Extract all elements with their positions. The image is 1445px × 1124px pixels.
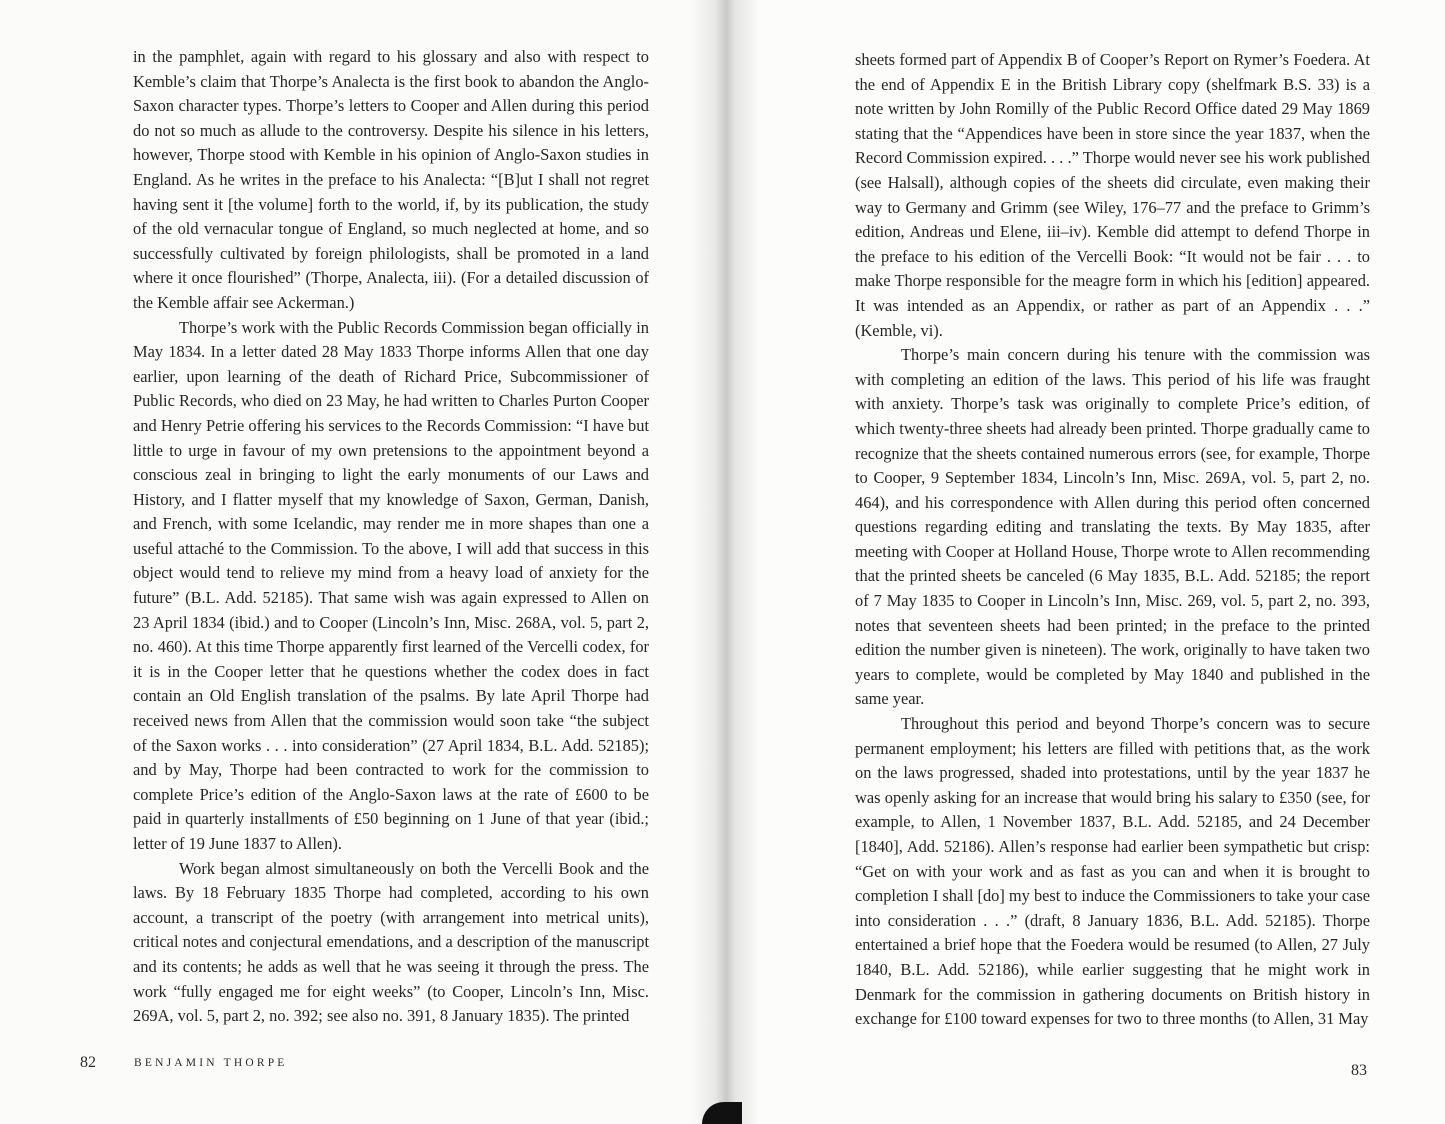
- page-number-left: 82: [80, 1054, 96, 1071]
- paragraph: in the pamphlet, again with regard to his glossary and also with respect to Kemble’s claim that Thorpe’s Analecta is the first book to abandon the Anglo-Saxon character types. Thorpe’s letters to Cooper and Allen during this period do not so much as allude to the controversy. Despite his silence in his letters, however, Thorpe stood with Kemble in his opinion of Anglo-Saxon studies in England. As he writes in the preface to his Analecta: “[B]ut I shall not regret having sent it [the volume] forth to the world, if, by its publication, the study of the old vernacular tongue of England, so much neglected at home, and so successfully cultivated by foreign philologists, shall be promoted in a land where it once flourished” (Thorpe, Analecta, iii). (For a detailed discussion of the Kemble affair see Ackerman.): [133, 47, 649, 312]
- paragraph: Thorpe’s main concern during his tenure with the commission was with completing an edition of the laws. This period of his life was fraught with anxiety. Thorpe’s task was originally to complete Price’s edition, of which twenty-three sheets had already been printed. Thorpe gradually came to recognize that the sheets contained numerous errors (see, for example, Thorpe to Cooper, 9 September 1834, Lincoln’s Inn, Misc. 269A, vol. 5, part 2, no. 464), and his correspondence with Allen during this period often concerned questions regarding editing and translating the texts. By May 1835, after meeting with Cooper at Holland House, Thorpe wrote to Allen recommending that the printed sheets be canceled (6 May 1835, B.L. Add. 52185; the report of 7 May 1835 to Cooper in Lincoln’s Inn, Misc. 269, vol. 5, part 2, no. 393, notes that seventeen sheets had been printed; in the preface to the printed edition the number given is nineteen). The work, originally to have taken two years to complete, would be completed by May 1840 and published in the same year.: [855, 345, 1370, 709]
- paragraph: Work began almost simultaneously on both the Vercelli Book and the laws. By 18 February 1835 Thorpe had completed, according to his own account, a transcript of the poetry (with arrangement into metrical units), critical notes and conjectural emendations, and a description of the manuscript and its contents; he adds as well that he was seeing it through the press. The work “fully engaged me for eight weeks” (to Cooper, Lincoln’s Inn, Misc. 269A, vol. 5, part 2, no. 392; see also no. 391, 8 January 1835). The printed: [133, 858, 649, 1026]
- paragraph: sheets formed part of Appendix B of Cooper’s Report on Rymer’s Foedera. At the end of Appendix E in the British Library copy (shelfmark B.S. 33) is a note written by John Romilly of the Public Record Office dated 29 May 1869 stating that the “Appendices have been in store since the year 1837, when the Record Commission expired. . . .” Thorpe would never see his work published (see Halsall), although copies of the sheets did circulate, even making their way to Germany and Grimm (see Wiley, 176–77 and the preface to Grimm’s edition, Andreas und Elene, iii–iv). Kemble did attempt to defend Thorpe in the preface to his edition of the Vercelli Book: “It would not be fair . . . to make Thorpe responsible for the meagre form in which his [edition] appeared. It was intended as an Appendix, or rather as part of an Appendix . . .” (Kemble, vi).: [855, 50, 1370, 340]
- right-page: [715, 0, 1445, 1124]
- left-page-body: [133, 45, 649, 1029]
- paragraph: Throughout this period and beyond Thorpe’s concern was to secure permanent employment; his letters are filled with petitions that, as the work on the laws progressed, shaded into protestations, until by the year 1837 he was openly asking for an increase that would bring his salary to £350 (see, for example, to Allen, 1 November 1837, B.L. Add. 52185, and 24 December [1840], Add. 52186). Allen’s response had earlier been sympathetic but crisp: “Get on with your work and as fast as you can and when it is brought to completion I shall [do] my best to induce the Commissioners to take your case into consideration . . .” (draft, 8 January 1836, B.L. Add. 52185). Thorpe entertained a brief hope that the Foedera would be resumed (to Allen, 27 July 1840, B.L. Add. 52186), while earlier suggesting that he might work in Denmark for the commission in gathering documents on British history in exchange for £100 toward expenses for two to three months (to Allen, 31 May: [855, 714, 1370, 1029]
- running-head: BENJAMIN THORPE: [134, 1057, 288, 1069]
- book-gutter: [690, 0, 760, 1124]
- left-page: [0, 0, 715, 1124]
- right-page-body: [855, 48, 1370, 1032]
- paragraph: Thorpe’s work with the Public Records Commission began officially in May 1834. In a letter dated 28 May 1833 Thorpe informs Allen that one day earlier, upon learning of the death of Richard Price, Subcommissioner of Public Records, who died on 23 May, he had written to Charles Purton Cooper and Henry Petrie offering his services to the Records Commission: “I have but little to urge in favour of my own pretensions to the appointment beyond a conscious zeal in bringing to light the early monuments of our Laws and History, and I flatter myself that my knowledge of Saxon, German, Danish, and French, with some Icelandic, may render me in more shapes than one a useful attaché to the Commission. To the above, I will add that success in this object would tend to relieve my mind from a heavy load of anxiety for the future” (B.L. Add. 52185). That same wish was again expressed to Allen on 23 April 1834 (ibid.) and to Cooper (Lincoln’s Inn, Misc. 268A, vol. 5, part 2, no. 460). At this time Thorpe apparently first learned of the Vercelli codex, for it is in the Cooper letter that he questions whether the codex does in fact contain an Old English translation of the psalms. By late April Thorpe had received news from Allen that the commission would soon take “the subject of the Saxon works . . . into consideration” (27 April 1834, B.L. Add. 52185); and by May, Thorpe had been contracted to work for the commission to complete Price’s edition of the Anglo-Saxon laws at the rate of £600 to be paid in quarterly installments of £50 beginning on 1 June of that year (ibid.; letter of 19 June 1837 to Allen).: [133, 317, 649, 853]
- page-number-right: 83: [1351, 1062, 1367, 1079]
